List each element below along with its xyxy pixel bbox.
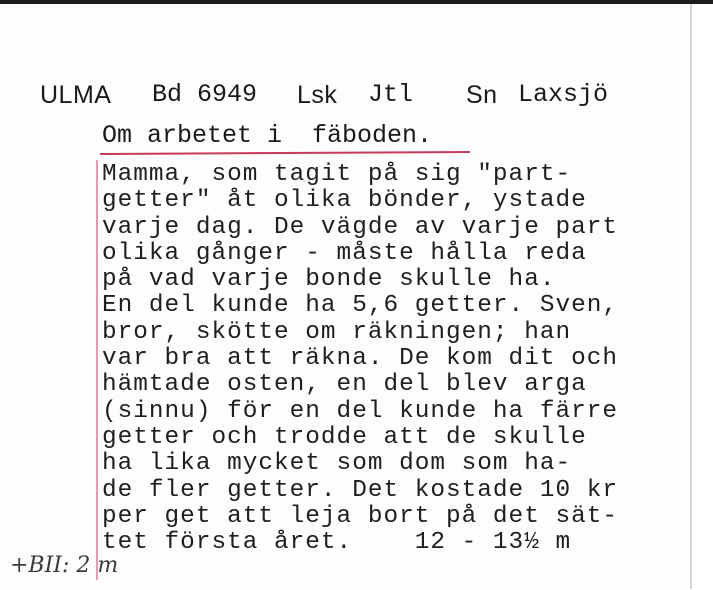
body-line: olika gånger - måste hålla reda xyxy=(102,239,587,267)
archive-code: ULMA xyxy=(40,81,112,109)
body-line: En del kunde ha 5,6 getter. Sven, xyxy=(102,292,619,320)
body-text xyxy=(102,162,618,556)
archive-card xyxy=(0,4,690,589)
body-line: de fler getter. Det kostade 10 kr xyxy=(102,476,619,504)
province-value: Jtl xyxy=(368,80,414,109)
card-header xyxy=(0,78,690,112)
province-label: Lsk xyxy=(297,81,338,109)
handwritten-note-text: +BII: 2 m xyxy=(10,553,119,578)
margin-rule xyxy=(96,160,98,580)
scan-right-edge xyxy=(690,4,692,589)
body-line: per get att leja bort på det sät- xyxy=(102,502,619,530)
body-line: hämtade osten, en del blev arga xyxy=(102,371,587,399)
body-line: getter" åt olika bönder, ystade xyxy=(102,187,587,215)
volume-number: Bd 6949 xyxy=(152,80,258,109)
body-line: bror, skötte om räkningen; han xyxy=(102,318,572,346)
body-line: varje dag. De vägde av varje part xyxy=(102,213,619,241)
body-line: var bra att räkna. De kom dit och xyxy=(102,345,619,373)
parish-value: Laxsjö xyxy=(518,80,609,109)
body-line: på vad varje bonde skulle ha. xyxy=(102,266,556,294)
card-title: Om arbetet i fäboden. xyxy=(102,121,433,150)
handwritten-note xyxy=(8,550,168,590)
body-line: tet första året. 12 - 13½ m xyxy=(102,529,572,557)
body-line: (sinnu) för en del kunde ha färre xyxy=(102,397,619,425)
body-line: getter och trodde att de skulle xyxy=(102,423,587,451)
body-line: Mamma, som tagit på sig "part- xyxy=(102,161,572,188)
parish-label: Sn xyxy=(466,81,498,109)
body-line: ha lika mycket som dom som ha- xyxy=(102,450,572,478)
